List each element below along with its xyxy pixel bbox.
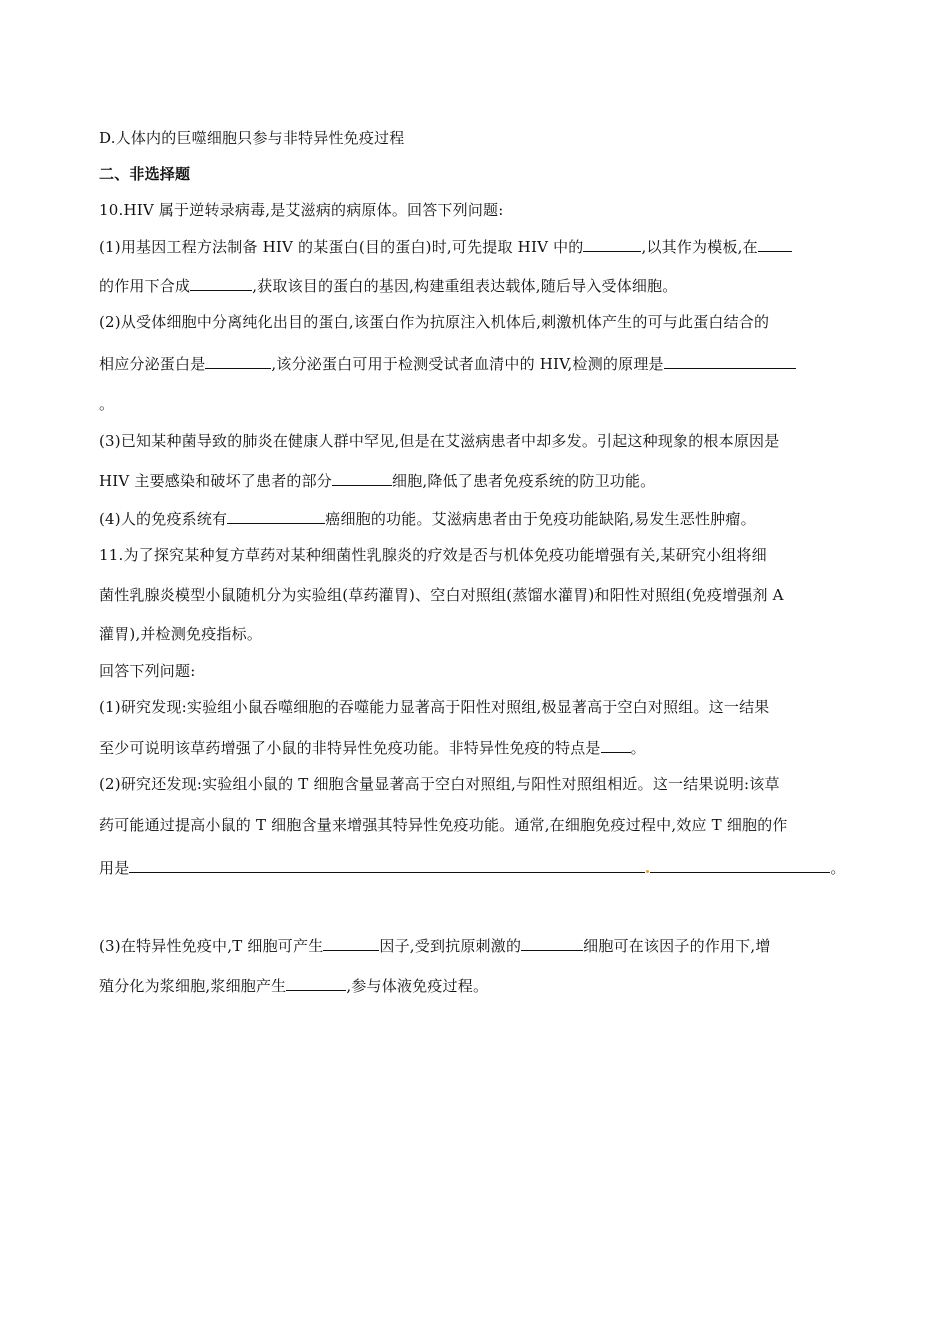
text-segment: HIV 主要感染和破坏了患者的部分 bbox=[99, 472, 333, 490]
answer-blank bbox=[601, 737, 631, 753]
q11-intro-line2: 菌性乳腺炎模型小鼠随机分为实验组(草药灌胃)、空白对照组(蒸馏水灌胃)和阳性对照组(免疫增强剂 A bbox=[99, 586, 784, 604]
text-segment: 至少可说明该草药增强了小鼠的非特异性免疫功能。非特异性免疫的特点是 bbox=[99, 739, 601, 757]
q11-part2-line2: 药可能通过提高小鼠的 T 细胞含量来增强其特异性免疫功能。通常,在细胞免疫过程中,效应 T 细胞的作 bbox=[99, 816, 788, 834]
text-segment: ,以其作为模板,在 bbox=[641, 238, 758, 256]
text-segment: ,获取该目的蛋白的基因,构建重组表达载体,随后导入受体细胞。 bbox=[252, 277, 678, 295]
answer-blank bbox=[190, 275, 252, 291]
text-segment: 细胞可在该因子的作用下,增 bbox=[583, 937, 771, 955]
q10-part3-line1: (3)已知某种菌导致的肺炎在健康人群中罕见,但是在艾滋病患者中却多发。引起这种现象的根本原因是 bbox=[99, 432, 780, 450]
q11-part3-line1 bbox=[99, 935, 771, 956]
q10-part2-line3: 。 bbox=[99, 395, 115, 413]
text-segment: (1)用基因工程方法制备 HIV 的某蛋白(目的蛋白)时,可先提取 HIV 中的 bbox=[99, 238, 584, 256]
answer-blank bbox=[129, 857, 645, 873]
text-segment: 用是 bbox=[99, 859, 130, 877]
text-segment: (3)在特异性免疫中,T 细胞可产生 bbox=[99, 937, 324, 955]
answer-blank bbox=[521, 935, 583, 951]
q11-part1-line1: (1)研究发现:实验组小鼠吞噬细胞的吞噬能力显著高于阳性对照组,极显著高于空白对照组。这一结果 bbox=[99, 698, 770, 716]
q10-part1-line1 bbox=[99, 236, 792, 257]
mark-dot bbox=[646, 870, 649, 873]
text-segment: 因子,受到抗原刺激的 bbox=[379, 937, 522, 955]
text-segment: (4)人的免疫系统有 bbox=[99, 510, 228, 528]
q10-part2-line2 bbox=[99, 353, 796, 374]
q10-part2-line1: (2)从受体细胞中分离纯化出目的蛋白,该蛋白作为抗原注入机体后,刺激机体产生的可与此蛋白结合的 bbox=[99, 313, 770, 331]
q10-part4 bbox=[99, 508, 756, 529]
text-segment: 。 bbox=[630, 739, 646, 757]
answer-blank bbox=[205, 353, 271, 369]
answer-blank bbox=[664, 353, 796, 369]
text-segment: 癌细胞的功能。艾滋病患者由于免疫功能缺陷,易发生恶性肿瘤。 bbox=[325, 510, 756, 528]
q11-part2-line3 bbox=[99, 857, 846, 878]
q11-part2-line1: (2)研究还发现:实验组小鼠的 T 细胞含量显著高于空白对照组,与阳性对照组相近。这一结果说明:该草 bbox=[99, 775, 780, 793]
answer-blank bbox=[650, 857, 830, 873]
text-segment: 。 bbox=[830, 859, 846, 877]
answer-blank bbox=[583, 236, 641, 252]
text-segment: 细胞,降低了患者免疫系统的防卫功能。 bbox=[392, 472, 656, 490]
text-segment: 的作用下合成 bbox=[99, 277, 191, 295]
answer-blank bbox=[332, 470, 392, 486]
text-segment: 相应分泌蛋白是 bbox=[99, 355, 206, 373]
q11-part1-line2 bbox=[99, 737, 646, 758]
q9-option-d: D.人体内的巨噬细胞只参与非特异性免疫过程 bbox=[99, 129, 405, 147]
q11-intro-line3: 灌胃),并检测免疫指标。 bbox=[99, 625, 263, 643]
text-segment: ,该分泌蛋白可用于检测受试者血清中的 HIV,检测的原理是 bbox=[271, 355, 664, 373]
text-segment: 殖分化为浆细胞,浆细胞产生 bbox=[99, 977, 287, 995]
q10-part1-line2 bbox=[99, 275, 678, 296]
section-title: 二、非选择题 bbox=[99, 165, 191, 183]
q11-intro-line1: 11.为了探究某种复方草药对某种细菌性乳腺炎的疗效是否与机体免疫功能增强有关,某研究小组将细 bbox=[99, 546, 767, 564]
text-segment: ,参与体液免疫过程。 bbox=[346, 977, 489, 995]
answer-blank bbox=[323, 935, 379, 951]
q11-prompt: 回答下列问题: bbox=[99, 662, 196, 680]
answer-blank bbox=[286, 975, 346, 991]
q11-part3-line2 bbox=[99, 975, 488, 996]
answer-blank bbox=[227, 508, 325, 524]
q10-intro: 10.HIV 属于逆转录病毒,是艾滋病的病原体。回答下列问题: bbox=[99, 201, 504, 219]
q10-part3-line2 bbox=[99, 470, 655, 491]
answer-blank bbox=[758, 236, 792, 252]
